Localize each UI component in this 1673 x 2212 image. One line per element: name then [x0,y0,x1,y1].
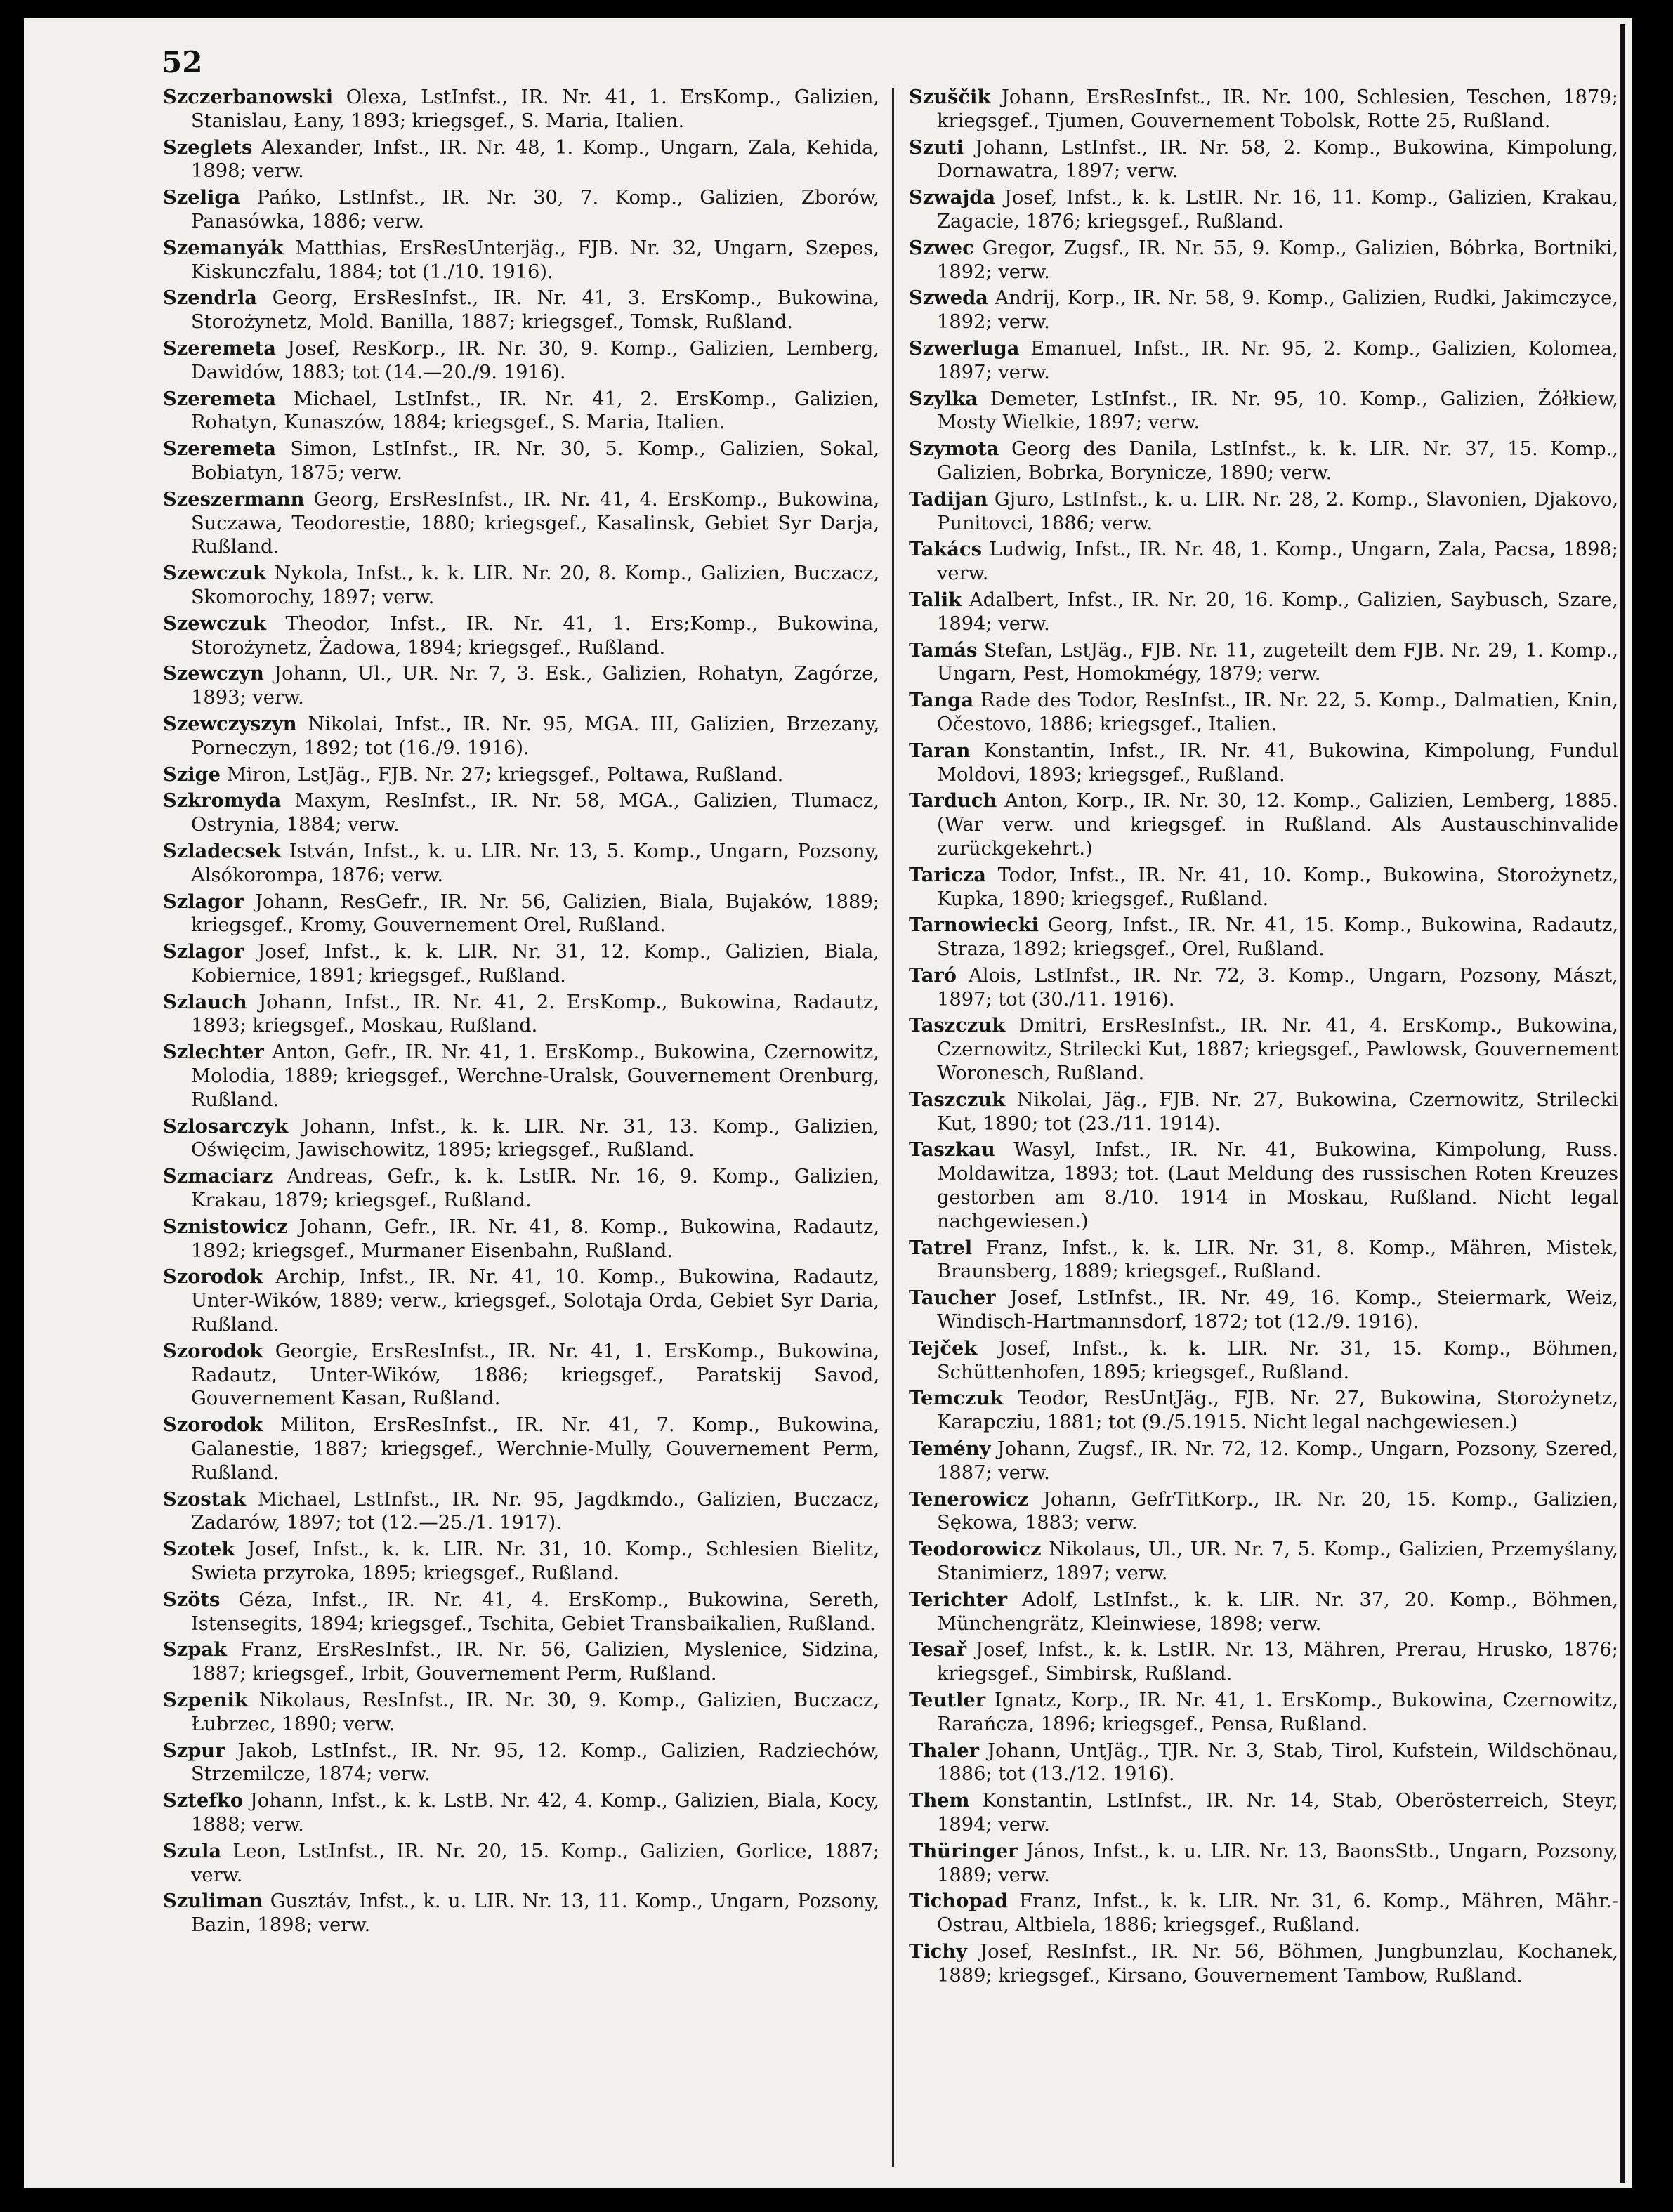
register-entry [909,1638,1618,1686]
entry-details: Géza, Infst., IR. Nr. 41, 4. ErsKomp., Bukowina, Sereth, Istensegits, 1894; kriegsgef., Tschita, Gebiet Transbaikalien, Rußland. [191,1588,879,1635]
register-entry [909,864,1618,911]
register-entry [163,763,879,787]
right-column [909,86,1618,1991]
register-entry [163,1414,879,1484]
left-column [163,86,879,1940]
entry-details: Nikolaus, Ul., UR. Nr. 7, 5. Komp., Galizien, Przemyślany, Stanimierz, 1897; verw. [937,1539,1618,1585]
entry-details: Franz, Infst., k. k. LIR. Nr. 31, 8. Komp., Mähren, Mistek, Braunsberg, 1889; kriegsgef., Rußland. [937,1237,1618,1283]
register-entry [163,1890,879,1937]
entry-details: Johann, UntJäg., TJR. Nr. 3, Stab, Tirol, Kufstein, Wildschönau, 1886; tot (13./12. 1916). [937,1739,1618,1786]
register-entry [163,1538,879,1586]
entry-details: Ludwig, Infst., IR. Nr. 48, 1. Komp., Ungarn, Zala, Pacsa, 1898; verw. [937,539,1618,585]
register-entry [163,991,879,1039]
entry-surname: Takács [909,538,982,561]
register-entry [163,1340,879,1411]
entry-surname: Szeremeta [163,387,276,410]
entry-details: Johann, ErsResInfst., IR. Nr. 100, Schlesien, Teschen, 1879; kriegsgef., Tjumen, Gouvernement Tobolsk, Rotte 25, Rußland. [937,86,1618,132]
register-entry [909,1890,1618,1937]
register-entry [163,337,879,385]
entry-details: Josef, LstInfst., IR. Nr. 49, 16. Komp., Steiermark, Weiz, Windisch-Hartmannsdorf, 1872; tot (12./9. 1916). [937,1287,1618,1334]
register-entry [909,1840,1618,1888]
entry-details: Georg, Infst., IR. Nr. 41, 15. Komp., Bukowina, Radautz, Straza, 1892; kriegsgef., Orel, Rußland. [937,914,1618,961]
entry-details: Josef, Infst., k. k. LstIR. Nr. 13, Mähren, Prerau, Hrusko, 1876; kriegsgef., Simbirsk, Rußland. [937,1639,1618,1685]
entry-surname: Talik [909,588,962,611]
register-entry [163,86,879,133]
entry-surname: Szpak [163,1638,227,1661]
entry-surname: Szczerbanowski [163,86,334,108]
register-entry [163,562,879,610]
register-entry [163,940,879,988]
entry-surname: Szeliga [163,186,241,209]
register-entry [909,1437,1618,1485]
entry-surname: Taró [909,963,957,987]
entry-surname: Szula [163,1839,222,1862]
register-entry [163,1041,879,1112]
entry-details: Miron, LstJäg., FJB. Nr. 27; kriegsgef., Poltawa, Rußland. [226,763,784,786]
entry-details: Nikolaus, ResInfst., IR. Nr. 30, 9. Komp., Galizien, Buczacz, Łubrzec, 1890; verw. [191,1690,879,1735]
page-edge-rule [1620,24,1625,2183]
entry-surname: Teutler [909,1689,986,1711]
entry-surname: Sznistowicz [163,1215,288,1238]
entry-surname: Szwec [909,236,974,259]
entry-details: Georg des Danila, LstInfst., k. k. LIR. Nr. 37, 15. Komp., Galizien, Bobrka, Borynicze, 1890; verw. [937,438,1618,484]
register-entry [909,1689,1618,1737]
register-entry [163,1789,879,1837]
entry-surname: Szorodok [163,1339,263,1362]
entry-surname: Szotek [163,1538,235,1561]
register-entry [909,1237,1618,1284]
entry-details: Teodor, ResUntJäg., FJB. Nr. 27, Bukowina, Storożynetz, Karapcziu, 1881; tot (9./5.1915. Nicht legal nachgewiesen.) [937,1388,1618,1434]
entry-details: Johann, GefrTitKorp., IR. Nr. 20, 15. Komp., Galizien, Sękowa, 1883; verw. [937,1488,1619,1534]
register-entry [909,136,1618,184]
entry-details: Georg, ErsResInfst., IR. Nr. 41, 3. ErsKomp., Bukowina, Storożynetz, Mold. Banilla, 1887; kriegsgef., Tomsk, Rußland. [191,287,879,334]
entry-surname: Szlauch [163,990,247,1013]
entry-details: Georgie, ErsResInfst., IR. Nr. 41, 1. ErsKomp., Bukowina, Radautz, Unter-Wików, 1886; kriegsgef., Paratskij Savod, Gouvernement Kasan, Rußland. [191,1340,879,1410]
register-entry [909,1286,1618,1334]
register-entry [909,1138,1618,1233]
entry-surname: Szeremeta [163,437,276,461]
register-entry [909,237,1618,284]
register-entry [909,1940,1618,1988]
entry-surname: Temczuk [909,1387,1004,1410]
entry-details: Nikolai, Jäg., FJB. Nr. 27, Bukowina, Czernowitz, Strilecki Kut, 1890; tot (23./11. 1914). [937,1088,1618,1135]
register-entry [909,689,1618,737]
register-entry [163,890,879,938]
register-entry [909,1588,1618,1636]
entry-surname: Szmaciarz [163,1165,273,1188]
entry-details: Adalbert, Infst., IR. Nr. 20, 16. Komp., Galizien, Saybusch, Szare, 1894; verw. [937,588,1618,635]
page-number: 52 [162,45,203,79]
entry-surname: Szewczyszyn [163,712,297,735]
register-entry [163,1115,879,1163]
entry-surname: Thüringer [909,1839,1018,1862]
register-entry [163,1739,879,1787]
register-entry [163,437,879,485]
register-entry [163,136,879,184]
entry-details: Michael, LstInfst., IR. Nr. 95, Jagdkmdo., Galizien, Buczacz, Zadarów, 1897; tot (12.—25./1. 1917). [191,1488,879,1534]
entry-details: Josef, ResKorp., IR. Nr. 30, 9. Komp., Galizien, Lemberg, Dawidów, 1883; tot (14.—20./9. 1916). [191,337,879,383]
entry-details: Archip, Infst., IR. Nr. 41, 10. Komp., Bukowina, Radautz, Unter-Wików, 1889; verw., kriegsgef., Solotaja Orda, Gebiet Syr Daria, Rußland. [191,1266,879,1336]
entry-details: Anton, Korp., IR. Nr. 30, 12. Komp., Galizien, Lemberg, 1885. (War verw. und kriegsgef. in Rußland. Als Austauschinvalide zurückgekehrt.) [937,790,1619,860]
entry-surname: Szewczuk [163,612,266,635]
register-entry [909,538,1618,586]
register-entry [163,287,879,334]
entry-surname: Tichopad [909,1890,1009,1913]
entry-details: Josef, ResInfst., IR. Nr. 56, Böhmen, Jungbunzlau, Kochanek, 1889; kriegsgef., Kirsano, Gouvernement Tambow, Rußland. [937,1940,1618,1987]
entry-details: Dmitri, ErsResInfst., IR. Nr. 41, 4. ErsKomp., Bukowina, Czernowitz, Strilecki Kut, 1887; kriegsgef., Pawlowsk, Gouvernement Woronesch, Rußland. [937,1015,1618,1085]
register-entry [909,739,1618,787]
entry-surname: Taucher [909,1286,996,1310]
register-entry [163,840,879,888]
entry-details: Johann, Infst., k. k. LstB. Nr. 42, 4. Komp., Galizien, Biala, Kocy, 1888; verw. [191,1790,879,1836]
entry-surname: Szendrla [163,287,257,310]
entry-surname: Taszczuk [909,1014,1006,1037]
entry-surname: Tamás [909,638,978,661]
entry-details: Gusztáv, Infst., k. u. LIR. Nr. 13, 11. Komp., Ungarn, Pozsony, Bazin, 1898; verw. [191,1890,879,1937]
register-entry [909,437,1618,485]
register-entry [909,1739,1618,1787]
entry-surname: Szweda [909,287,988,310]
register-entry [909,588,1618,636]
register-entry [909,914,1618,961]
entry-details: Josef, Infst., k. k. LIR. Nr. 31, 10. Komp., Schlesien Bielitz, Swieta przyroka, 1895; kriegsgef., Rußland. [191,1539,879,1585]
entry-details: Todor, Infst., IR. Nr. 41, 10. Komp., Bukowina, Storożynetz, Kupka, 1890; kriegsgef., Rußland. [937,864,1618,910]
entry-details: Konstantin, LstInfst., IR. Nr. 14, Stab, Oberösterreich, Steyr, 1894; verw. [937,1790,1618,1836]
entry-surname: Szladecsek [163,839,281,862]
entry-surname: Szymota [909,437,999,461]
register-entry [909,1088,1618,1136]
entry-details: Konstantin, Infst., IR. Nr. 41, Bukowina, Kimpolung, Fundul Moldovi, 1893; kriegsgef., Rußland. [937,739,1618,786]
register-entry [163,1638,879,1686]
entry-surname: Taszczuk [909,1088,1006,1111]
entry-surname: Teodorowicz [909,1538,1042,1561]
register-entry [163,1689,879,1737]
register-entry [163,1265,879,1336]
entry-details: Josef, Infst., k. k. LIR. Nr. 31, 15. Komp., Böhmen, Schüttenhofen, 1895; kriegsgef., Rußland. [937,1337,1618,1383]
entry-surname: Szlagor [163,940,244,963]
entry-surname: Tejček [909,1336,978,1360]
entry-surname: Terichter [909,1588,1008,1611]
entry-surname: Szuščik [909,86,991,108]
register-entry [163,237,879,284]
entry-details: Andrij, Korp., IR. Nr. 58, 9. Komp., Galizien, Rudki, Jakimczyce, 1892; verw. [937,287,1618,334]
entry-surname: Szlosarczyk [163,1114,289,1138]
register-entry [163,186,879,234]
entry-surname: Thaler [909,1739,979,1762]
entry-details: Nykola, Infst., k. k. LIR. Nr. 20, 8. Komp., Galizien, Buczacz, Skomorochy, 1897; verw. [191,562,880,608]
entry-details: Johann, ResGefr., IR. Nr. 56, Galizien, Biala, Bujaków, 1889; kriegsgef., Kromy, Gouvernement Orel, Rußland. [191,890,879,937]
register-entry [909,488,1618,536]
register-entry [163,612,879,660]
register-entry [909,789,1618,860]
entry-details: Andreas, Gefr., k. k. LstIR. Nr. 16, 9. Komp., Galizien, Krakau, 1879; kriegsgef., Rußland. [191,1166,879,1212]
register-entry [909,287,1618,334]
register-entry [163,1840,879,1888]
register-entry [909,1014,1618,1085]
entry-surname: Szwajda [909,186,996,209]
entry-surname: Taran [909,739,971,762]
register-entry [909,337,1618,385]
entry-surname: Szuti [909,136,964,159]
entry-details: István, Infst., k. u. LIR. Nr. 13, 5. Komp., Ungarn, Pozsony, Alsókorompa, 1876; verw. [191,840,879,886]
entry-surname: Szpur [163,1739,225,1762]
register-entry [909,1789,1618,1837]
register-entry [163,1216,879,1263]
entry-details: Theodor, Infst., IR. Nr. 41, 1. Ers;Komp., Bukowina, Storożynetz, Żadowa, 1894; kriegsgef., Rußland. [191,612,879,659]
entry-details: Johann, LstInfst., IR. Nr. 58, 2. Komp., Bukowina, Kimpolung, Dornawatra, 1897; verw. [937,136,1618,183]
register-entry [163,1588,879,1636]
entry-details: Johann, Zugsf., IR. Nr. 72, 12. Komp., Ungarn, Pozsony, Szered, 1887; verw. [937,1438,1618,1484]
entry-details: Pańko, LstInfst., IR. Nr. 30, 7. Komp., Galizien, Zborów, Panasówka, 1886; verw. [191,187,879,232]
entry-details: Stefan, LstJäg., FJB. Nr. 11, zugeteilt dem FJB. Nr. 29, 1. Komp., Ungarn, Pest, Homokmégy, 1879; verw. [937,639,1618,685]
entry-details: Franz, Infst., k. k. LIR. Nr. 31, 6. Komp., Mähren, Mähr.-Ostrau, Altbiela, 1886; kriegsgef., Rußland. [937,1890,1618,1937]
entry-details: János, Infst., k. u. LIR. Nr. 13, BaonsStb., Ungarn, Pozsony, 1889; verw. [937,1840,1618,1886]
entry-surname: Szkromyda [163,789,282,812]
entry-details: Simon, LstInfst., IR. Nr. 30, 5. Komp., Galizien, Sokal, Bobiatyn, 1875; verw. [191,438,879,484]
register-entry [163,1488,879,1536]
column-divider [892,88,894,2167]
register-entry [909,1337,1618,1385]
register-entry [163,662,879,710]
entry-surname: Taszkau [909,1138,995,1161]
entry-details: Josef, Infst., k. k. LIR. Nr. 31, 12. Komp., Galizien, Biala, Kobiernice, 1891; kriegsgef., Rußland. [191,941,879,987]
register-entry [909,964,1618,1012]
entry-details: Ignatz, Korp., IR. Nr. 41, 1. ErsKomp., Bukowina, Czernowitz, Rarańcza, 1896; kriegsgef., Pensa, Rußland. [937,1690,1618,1735]
entry-surname: Szorodok [163,1414,263,1437]
entry-surname: Tatrel [909,1236,973,1259]
entry-details: Maxym, ResInfst., IR. Nr. 58, MGA., Galizien, Tlumacz, Ostrynia, 1884; verw. [191,790,879,836]
entry-details: Johann, Infst., k. k. LIR. Nr. 31, 13. Komp., Galizien, Oświęcim, Jawischowitz, 1895; kriegsgef., Rußland. [191,1115,879,1161]
entry-details: Alois, LstInfst., IR. Nr. 72, 3. Komp., Ungarn, Pozsony, Mászt, 1897; tot (30./11. 1916). [937,964,1618,1010]
entry-details: Emanuel, Infst., IR. Nr. 95, 2. Komp., Galizien, Kolomea, 1897; verw. [937,337,1618,383]
register-entry [909,86,1618,133]
entry-details: Militon, ErsResInfst., IR. Nr. 41, 7. Komp., Bukowina, Galanestie, 1887; kriegsgef., Werchnie-Mully, Gouvernement Perm, Rußland. [191,1414,879,1484]
entry-surname: Szemanyák [163,236,284,259]
entry-details: Johann, Gefr., IR. Nr. 41, 8. Komp., Bukowina, Radautz, 1892; kriegsgef., Murmaner Eisenbahn, Rußland. [191,1216,879,1262]
entry-details: Anton, Gefr., IR. Nr. 41, 1. ErsKomp., Bukowina, Czernowitz, Molodia, 1889; kriegsgef., Werchne-Uralsk, Gouvernement Orenburg, Rußland. [191,1041,879,1111]
entry-surname: Them [909,1789,970,1812]
entry-details: Johann, Ul., UR. Nr. 7, 3. Esk., Galizien, Rohatyn, Zagórze, 1893; verw. [191,663,879,709]
register-entry [909,1387,1618,1435]
entry-details: Johann, Infst., IR. Nr. 41, 2. ErsKomp., Bukowina, Radautz, 1893; kriegsgef., Moskau, Rußland. [191,991,879,1037]
entry-surname: Szlagor [163,890,244,913]
entry-surname: Tarduch [909,789,997,812]
entry-surname: Tarnowiecki [909,914,1039,937]
entry-surname: Szlechter [163,1041,264,1064]
entry-details: Wasyl, Infst., IR. Nr. 41, Bukowina, Kimpolung, Russ. Moldawitza, 1893; tot. (Laut Meldung des russischen Roten Kreuzes gestorben am 8./10. 1914 in Moskau, Rußland. Nicht legal nachgewiesen.) [937,1139,1619,1232]
entry-details: Demeter, LstInfst., IR. Nr. 95, 10. Komp., Galizien, Żółkiew, Mosty Wielkie, 1897; verw. [937,388,1618,434]
entry-surname: Tenerowicz [909,1487,1029,1510]
entry-surname: Szeremeta [163,336,276,360]
register-entry [909,1488,1618,1536]
entry-details: Jakob, LstInfst., IR. Nr. 95, 12. Komp., Galizien, Radziechów, Strzemilcze, 1874; verw. [191,1739,879,1786]
entry-surname: Tanga [909,689,974,712]
entry-surname: Sztefko [163,1789,244,1812]
register-entry [909,388,1618,435]
entry-surname: Szige [163,763,221,786]
entry-details: Adolf, LstInfst., k. k. LIR. Nr. 37, 20. Komp., Böhmen, Münchengrätz, Kleinwiese, 1898; verw. [937,1588,1618,1635]
register-entry [163,789,879,837]
entry-details: Rade des Todor, ResInfst., IR. Nr. 22, 5. Komp., Dalmatien, Knin, Očestovo, 1886; kriegsgef., Italien. [937,690,1618,735]
entry-details: Alexander, Infst., IR. Nr. 48, 1. Komp., Ungarn, Zala, Kehida, 1898; verw. [191,136,879,183]
entry-surname: Szewczyn [163,662,264,685]
register-entry [163,713,879,761]
register-entry [909,1538,1618,1586]
entry-details: Michael, LstInfst., IR. Nr. 41, 2. ErsKomp., Galizien, Rohatyn, Kunaszów, 1884; kriegsgef., S. Maria, Italien. [191,388,879,434]
document-page [24,18,1632,2188]
entry-details: Franz, ErsResInfst., IR. Nr. 56, Galizien, Myslenice, Sidzina, 1887; kriegsgef., Irbit, Gouvernement Perm, Rußland. [191,1639,879,1685]
entry-surname: Szewczuk [163,562,266,585]
entry-details: Josef, Infst., k. k. LstIR. Nr. 16, 11. Komp., Galizien, Krakau, Zagacie, 1876; kriegsgef., Rußland. [937,187,1618,232]
entry-surname: Szeszermann [163,487,305,511]
entry-surname: Tadijan [909,487,988,511]
register-entry [163,388,879,435]
entry-details: Gregor, Zugsf., IR. Nr. 55, 9. Komp., Galizien, Bóbrka, Bortniki, 1892; verw. [937,237,1618,283]
entry-surname: Szeglets [163,136,253,159]
entry-surname: Temény [909,1437,991,1461]
entry-details: Gjuro, LstInfst., k. u. LIR. Nr. 28, 2. Komp., Slavonien, Djakovo, Punitovci, 1886; verw. [937,488,1618,534]
entry-details: Georg, ErsResInfst., IR. Nr. 41, 4. ErsKomp., Bukowina, Suczawa, Teodorestie, 1880; kriegsgef., Kasalinsk, Gebiet Syr Darja, Rußland. [191,488,879,558]
entry-surname: Tichy [909,1940,968,1963]
entry-surname: Taricza [909,863,986,886]
entry-surname: Szöts [163,1588,221,1611]
entry-details: Leon, LstInfst., IR. Nr. 20, 15. Komp., Galizien, Gorlice, 1887; verw. [191,1840,879,1886]
register-entry [909,186,1618,234]
register-entry [163,488,879,559]
entry-surname: Szorodok [163,1265,263,1289]
entry-surname: Tesař [909,1638,966,1661]
entry-surname: Szuliman [163,1890,263,1913]
entry-details: Matthias, ErsResUnterjäg., FJB. Nr. 32, Ungarn, Szepes, Kiskunczfalu, 1884; tot (1./10. 1916). [191,237,879,283]
register-entry [909,639,1618,687]
entry-surname: Szpenik [163,1689,248,1711]
entry-surname: Szylka [909,387,978,410]
register-entry [163,1165,879,1213]
entry-details: Olexa, LstInfst., IR. Nr. 41, 1. ErsKomp., Galizien, Stanislau, Łany, 1893; kriegsgef., S. Maria, Italien. [191,86,879,132]
entry-details: Nikolai, Infst., IR. Nr. 95, MGA. III, Galizien, Brzezany, Porneczyn, 1892; tot (16./9. 1916). [191,713,879,759]
entry-surname: Szostak [163,1487,246,1510]
entry-surname: Szwerluga [909,336,1020,360]
